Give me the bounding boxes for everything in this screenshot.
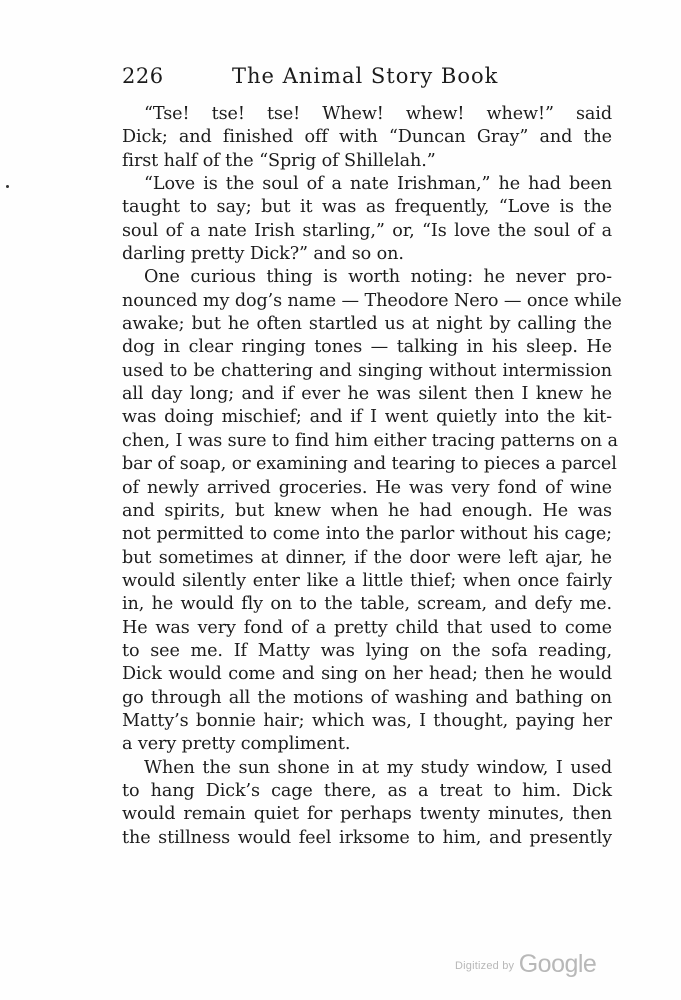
digitized-watermark: [455, 950, 596, 980]
text-line: first half of the “Sprig of Shillelah.”: [122, 150, 436, 171]
text-line: darling pretty Dick?” and so on.: [122, 244, 404, 265]
text-line: soul of a nate Irish starling,” or, “Is love the soul of a: [122, 220, 612, 241]
text-line: in, he would fly on to the table, scream, and defy me.: [122, 594, 612, 615]
text-line: Dick; and finished off with “Duncan Gray” and the: [122, 127, 612, 148]
text-line: Matty’s bonnie hair; which was, I thought, paying her: [122, 710, 612, 731]
text-line: nounced my dog’s name — Theodore Nero — once while: [122, 290, 622, 311]
text-line: “Tse! tse! tse! Whew! whew! whew!” said: [144, 104, 612, 124]
text-line: not permitted to come into the parlor without his cage;: [122, 524, 612, 545]
text-line: used to be chattering and singing without intermission: [122, 360, 612, 381]
text-line: of newly arrived groceries. He was very fond of wine: [122, 477, 612, 498]
page-number: 226: [122, 64, 164, 88]
text-line: but sometimes at dinner, if the door were left ajar, he: [122, 547, 612, 568]
text-line: “Love is the soul of a nate Irishman,” he had been: [144, 174, 612, 195]
text-line: would remain quiet for perhaps twenty minutes, then: [122, 804, 612, 825]
text-line: to see me. If Matty was lying on the sofa reading,: [122, 640, 612, 661]
scan-speck: [6, 185, 9, 188]
running-head: [122, 60, 612, 92]
text-line: awake; but he often startled us at night by calling the: [122, 314, 612, 335]
text-line: chen, I was sure to find him either tracing patterns on a: [122, 430, 618, 451]
text-line: all day long; and if ever he was silent then I knew he: [122, 384, 612, 405]
text-line: bar of soap, or examining and tearing to pieces a parcel: [122, 454, 617, 475]
digitized-by-label: Digitized by: [455, 960, 515, 972]
text-line: Dick would come and sing on her head; then he would: [122, 664, 612, 685]
text-line: the stillness would feel irksome to him, and presently: [122, 827, 612, 848]
text-line: taught to say; but it was as frequently, “Love is the: [122, 197, 612, 218]
text-line: He was very fond of a pretty child that used to come: [122, 617, 612, 638]
text-line: was doing mischief; and if I went quietly into the kit-: [122, 407, 612, 428]
text-line: go through all the motions of washing and bathing on: [122, 687, 612, 708]
text-line: a very pretty compliment.: [122, 734, 351, 755]
text-line: When the sun shone in at my study window, I used: [144, 757, 612, 778]
text-line: One curious thing is worth noting: he never pro-: [144, 267, 612, 288]
text-line: and spirits, but knew when he had enough. He was: [122, 500, 612, 521]
text-line: to hang Dick’s cage there, as a treat to him. Dick: [122, 780, 612, 801]
google-logo: Google: [518, 950, 597, 978]
body-text: [122, 103, 622, 850]
text-line: dog in clear ringing tones — talking in his sleep. He: [122, 337, 612, 358]
text-line: would silently enter like a little thief; when once fairly: [122, 570, 612, 591]
running-title: The Animal Story Book: [232, 64, 499, 88]
